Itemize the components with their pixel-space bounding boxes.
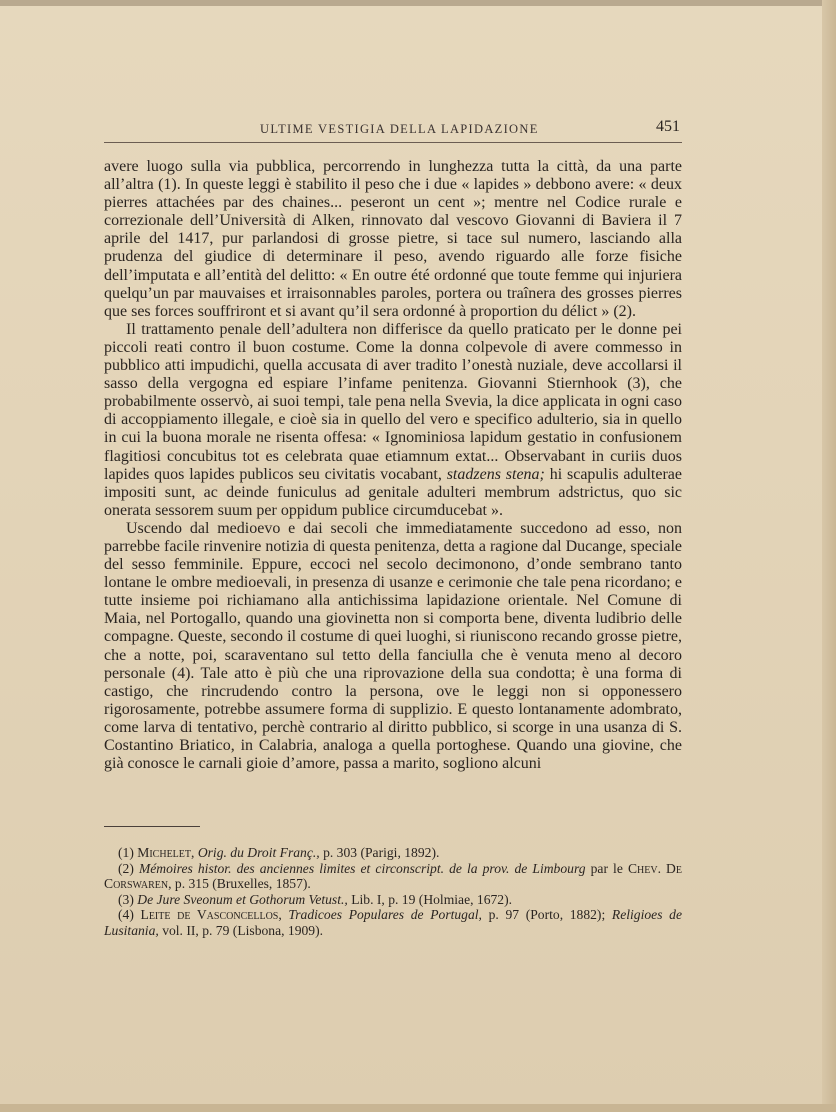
footnote-2-rest: p. 315 (Bruxelles, 1857).	[174, 876, 311, 891]
footnote-2-number: (2)	[118, 860, 134, 876]
paragraph-1-text: avere luogo sulla via pubblica, percorrendo in lunghezza tutta la città, da una parte all’altra (1). In queste leggi è stabilito il peso che i due « lapides » debbono avere: « deux pierres attachées par des chaines... peseront un cent »; mentre nel Codice rurale e correzionale dell’Università di Alken, rinnovato dal vescovo Giovanni di Baviera il 7 aprile del 1417, pur parlandosi di grosse pietre, si tace sul numero, lasciando alla prudenza del giudice di determinare il peso, avendo riguardo alle forze fisiche dell’imputata e all’entità del delitto: « En outre été ordonné que toute femme qui injuriera quelqu’un par mauvaises et irraisonnables paroles, portera ou traînera des grosses pierres que ses forces souffriront et si avant qu’il sera ordonné à proportion du délict » (2).	[104, 158, 682, 320]
paragraph-2-text-b: hi scapulis adulterae impositi sunt, ac deinde funiculus ad genitale adulteri membrum adstrictus, quo sic onerata sessorem suum per oppidum publice circumducebat ».	[104, 465, 683, 519]
paragraph-2	[104, 321, 682, 520]
footnote-3-rest: Lib. I, p. 19 (Holmiae, 1672).	[351, 891, 513, 907]
paragraph-1	[104, 158, 682, 321]
running-header	[104, 118, 682, 143]
page-number: 451	[656, 118, 680, 135]
paragraph-3	[104, 520, 682, 773]
footnote-4-title-2: Religioes de Lusitania,	[104, 907, 682, 938]
footnote-2	[104, 861, 682, 892]
footnote-separator	[104, 826, 200, 827]
footnote-4-rest: vol. II, p. 79 (Lisbona, 1909).	[162, 922, 324, 938]
footnote-1-author: Michelet,	[137, 845, 195, 860]
footnote-2-author: Chev. De Corswaren,	[104, 860, 682, 891]
footnote-2-title: Mémoires histor. des anciennes limites et circonscript. de la prov. de Limbourg	[138, 860, 586, 876]
footnote-1-rest: p. 303 (Parigi, 1892).	[323, 845, 440, 860]
page-edge-right	[822, 0, 836, 1112]
footnote-4-title: Tradicoes Populares de Portugal,	[288, 907, 482, 922]
paragraph-3-text: Uscendo dal medioevo e dai secoli che immediatamente succedono ad esso, non parrebbe facile rinvenire notizia di questa penitenza, detta a ragione dal Ducange, speciale del sesso femminile. Eppure, eccoci nel secolo decimonono, d’onde sembrano tanto lontane le ombre medioevali, in presenza di usanze e cerimonie che tale pena ricordano; e tutte insieme poi richiamano alla antichissima lapidazione orientale. Nel Comune di Maia, nel Portogallo, quando una giovinetta non si comporta bene, diventa ludibrio delle compagne. Queste, secondo il costume di quei luoghi, si riuniscono recando grosse pietre, che a notte, poi, scaraventano sul tetto della fanciulla che è venuta meno al decoro personale (4). Tale atto è più che una riprovazione della sua condotta; è una forma di castigo, che rincrudendo contro la persona, ove le leggi non si opponessero rigorosamente, potrebbe assumere forma di supplizio. E questo lontanamente adombrato, come larva di tentativo, perchè contrario al diritto pubblico, si scorge in una usanza di S. Costantino Briatico, in Calabria, analoga a quella portoghese. Quando una giovine, che già conosce le carnali gioie d’amore, passa a marito, sogliono alcuni	[104, 519, 682, 773]
footnote-3-title: De Jure Sveonum et Gothorum Vetust.,	[137, 891, 348, 907]
footnote-1-number: (1)	[118, 845, 134, 860]
page-edge-top	[0, 0, 836, 6]
footnote-3	[104, 892, 682, 908]
page-edge-bottom	[0, 1104, 836, 1112]
main-text	[104, 158, 682, 773]
footnotes	[104, 845, 682, 938]
paragraph-2-text-a: Il trattamento penale dell’adultera non differisce da quello praticato per le donne pei piccoli reati contro il buon costume. Come la donna colpevole di avere commesso in pubblico atti impudichi, quella accusata di aver tradito l’onestà nuziale, deve accollarsi il sasso della vergogna ed espiare l’infame penitenza. Giovanni Stiernhook (3), che probabilmente osservò, ai suoi tempi, tale pena nella Svevia, la dice applicata in ogni caso di accoppiamento illegale, e cioè sia in quello del vero e specifico adulterio, sia in quello in cui la buona morale ne risenta offesa: « Ignominiosa lapidum gestatio in confusionem flagitiosi concubitus tot es celebrata quae etiamnum extat... Observabant in curiis duos lapides quos lapides publicos seu civitatis vocabant,	[104, 320, 682, 483]
footnote-1	[104, 845, 682, 861]
footnote-4-author: Leite de Vasconcellos,	[140, 907, 282, 922]
running-title: ULTIME VESTIGIA DELLA LAPIDAZIONE	[260, 122, 539, 136]
footnote-2-mid: par le	[590, 860, 623, 876]
footnote-4	[104, 907, 682, 938]
footnote-3-number: (3)	[118, 891, 134, 907]
footnote-1-title: Orig. du Droit Franç.,	[197, 845, 320, 860]
paragraph-2-italic: stadzens stena;	[446, 465, 545, 483]
footnote-4-number: (4)	[118, 907, 134, 922]
footnote-4-mid: p. 97 (Porto, 1882);	[488, 907, 606, 922]
